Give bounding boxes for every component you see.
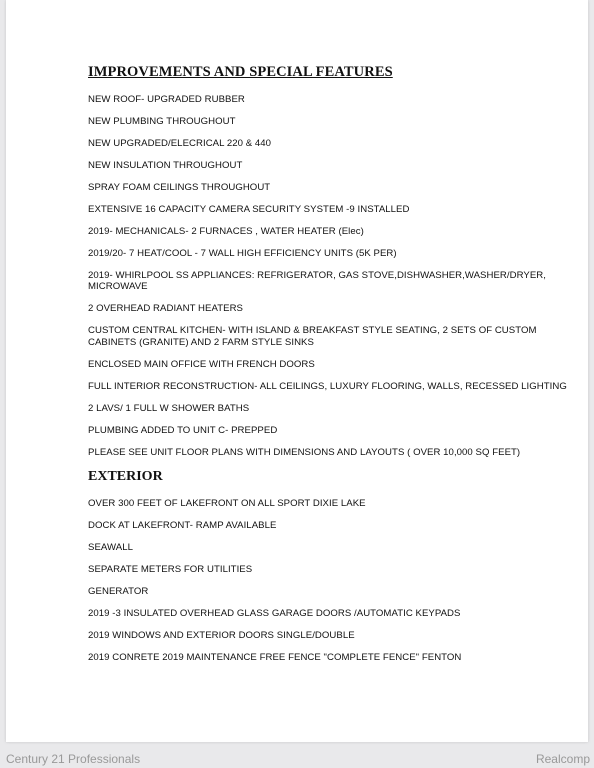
list-item: 2019- MECHANICALS- 2 FURNACES , WATER HEATER (Elec)	[88, 225, 364, 237]
exterior-heading: EXTERIOR	[88, 468, 163, 484]
list-item: 2019- WHIRLPOOL SS APPLIANCES: REFRIGERATOR, GAS STOVE,DISHWASHER,WASHER/DRYER, MICROWAVE	[88, 269, 546, 293]
list-item: SPRAY FOAM CEILINGS THROUGHOUT	[88, 181, 271, 193]
document-page	[6, 0, 588, 742]
list-item: GENERATOR	[88, 585, 149, 597]
list-item: PLEASE SEE UNIT FLOOR PLANS WITH DIMENSIONS AND LAYOUTS ( OVER 10,000 SQ FEET)	[88, 446, 521, 458]
list-item: 2019/20- 7 HEAT/COOL - 7 WALL HIGH EFFICIENCY UNITS (5K PER)	[88, 247, 397, 259]
list-item: NEW INSULATION THROUGHOUT	[88, 159, 243, 171]
list-item: EXTENSIVE 16 CAPACITY CAMERA SECURITY SYSTEM -9 INSTALLED	[88, 203, 410, 215]
exterior-list	[88, 498, 568, 663]
list-item: OVER 300 FEET OF LAKEFRONT ON ALL SPORT DIXIE LAKE	[88, 497, 366, 509]
list-item: 2019 CONRETE 2019 MAINTENANCE FREE FENCE "COMPLETE FENCE" FENTON	[88, 651, 462, 663]
list-item: NEW ROOF- UPGRADED RUBBER	[88, 94, 245, 105]
list-item: DOCK AT LAKEFRONT- RAMP AVAILABLE	[88, 519, 277, 531]
list-item: SEAWALL	[88, 541, 133, 553]
list-item: 2 LAVS/ 1 FULL W SHOWER BATHS	[88, 402, 250, 414]
document-content	[88, 64, 568, 674]
list-item: 2019 WINDOWS AND EXTERIOR DOORS SINGLE/DOUBLE	[88, 629, 355, 641]
list-item: PLUMBING ADDED TO UNIT C- PREPPED	[88, 424, 278, 436]
list-item: 2019 -3 INSULATED OVERHEAD GLASS GARAGE DOORS /AUTOMATIC KEYPADS	[88, 607, 461, 619]
list-item: 2 OVERHEAD RADIANT HEATERS	[88, 303, 244, 315]
source-watermark: Realcomp	[535, 752, 590, 766]
list-item: NEW UPGRADED/ELECRICAL 220 & 440	[88, 137, 272, 149]
improvements-heading: IMPROVEMENTS AND SPECIAL FEATURES	[88, 64, 393, 80]
list-item: NEW PLUMBING THROUGHOUT	[88, 115, 236, 127]
list-item: SEPARATE METERS FOR UTILITIES	[88, 563, 253, 575]
improvements-list	[88, 94, 568, 459]
list-item: FULL INTERIOR RECONSTRUCTION- ALL CEILINGS, LUXURY FLOORING, WALLS, RECESSED LIGHTING	[88, 381, 567, 392]
list-item: ENCLOSED MAIN OFFICE WITH FRENCH DOORS	[88, 359, 315, 371]
list-item: CUSTOM CENTRAL KITCHEN- WITH ISLAND & BREAKFAST STYLE SEATING, 2 SETS OF CUSTOM CABINETS (GRANITE) AND 2 FARM STYLE SINKS	[88, 325, 537, 349]
brokerage-name: Century 21 Professionals	[6, 752, 141, 766]
